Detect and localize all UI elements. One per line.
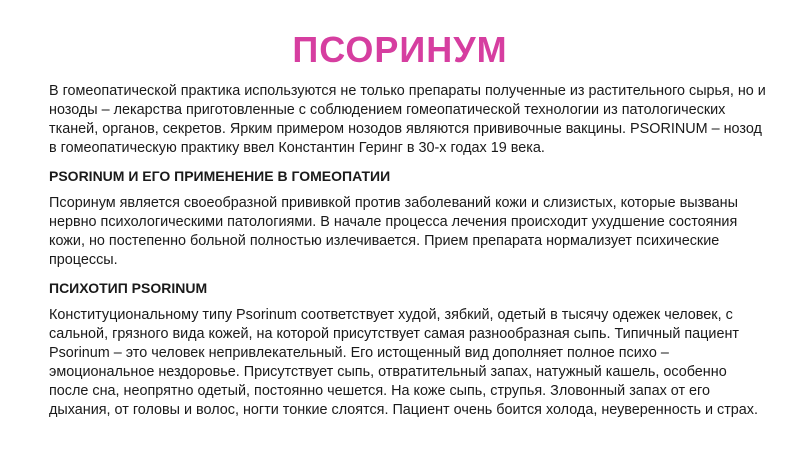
slide-content bbox=[49, 82, 769, 420]
section-heading-application: PSORINUM И ЕГО ПРИМЕНЕНИЕ В ГОМЕОПАТИИ bbox=[49, 168, 391, 184]
section-heading-psychotype: ПСИХОТИП PSORINUM bbox=[49, 280, 208, 296]
slide-title: ПСОРИНУМ bbox=[292, 29, 508, 70]
psychotype-paragraph: Конституциональному типу Psorinum соответствует худой, зябкий, одетый в тысячу одежек человек, с сальной, грязного вида кожей, на которой присутствует самая разнообразная сыпь. Типичный пациент Psorinum – это человек непривлекательный. Его истощенный вид дополняет полное психо – эмоциональное нездоровье. Присутствует сыпь, отвратительный запах, натужный кашель, особенно после сна, неопрятно одетый, постоянно чешется. На коже сыпь, струпья. Зловонный запах от его дыхания, от головы и волос, ногти тонкие слоятся. Пациент очень боится холода, неуверенность и страх. bbox=[49, 307, 759, 418]
application-paragraph: Псоринум является своеобразной прививкой против заболеваний кожи и слизистых, которые вызваны нервно психологическими патологиями. В начале процесса лечения происходит ухудшение состояния кожи, но постепенно больной полностью излечивается. Прием препарата нормализует психические процессы. bbox=[49, 195, 738, 268]
intro-paragraph: В гомеопатической практика используются не только препараты полученные из растительного сырья, но и нозоды – лекарства приготовленные с соблюдением гомеопатической технологии из патологических тканей, органов, секретов. Ярким примером нозодов являются прививочные вакцины. PSORINUM – нозод в гомеопатическую практику ввел Константин Геринг в 30-х годах 19 века. bbox=[49, 83, 766, 156]
